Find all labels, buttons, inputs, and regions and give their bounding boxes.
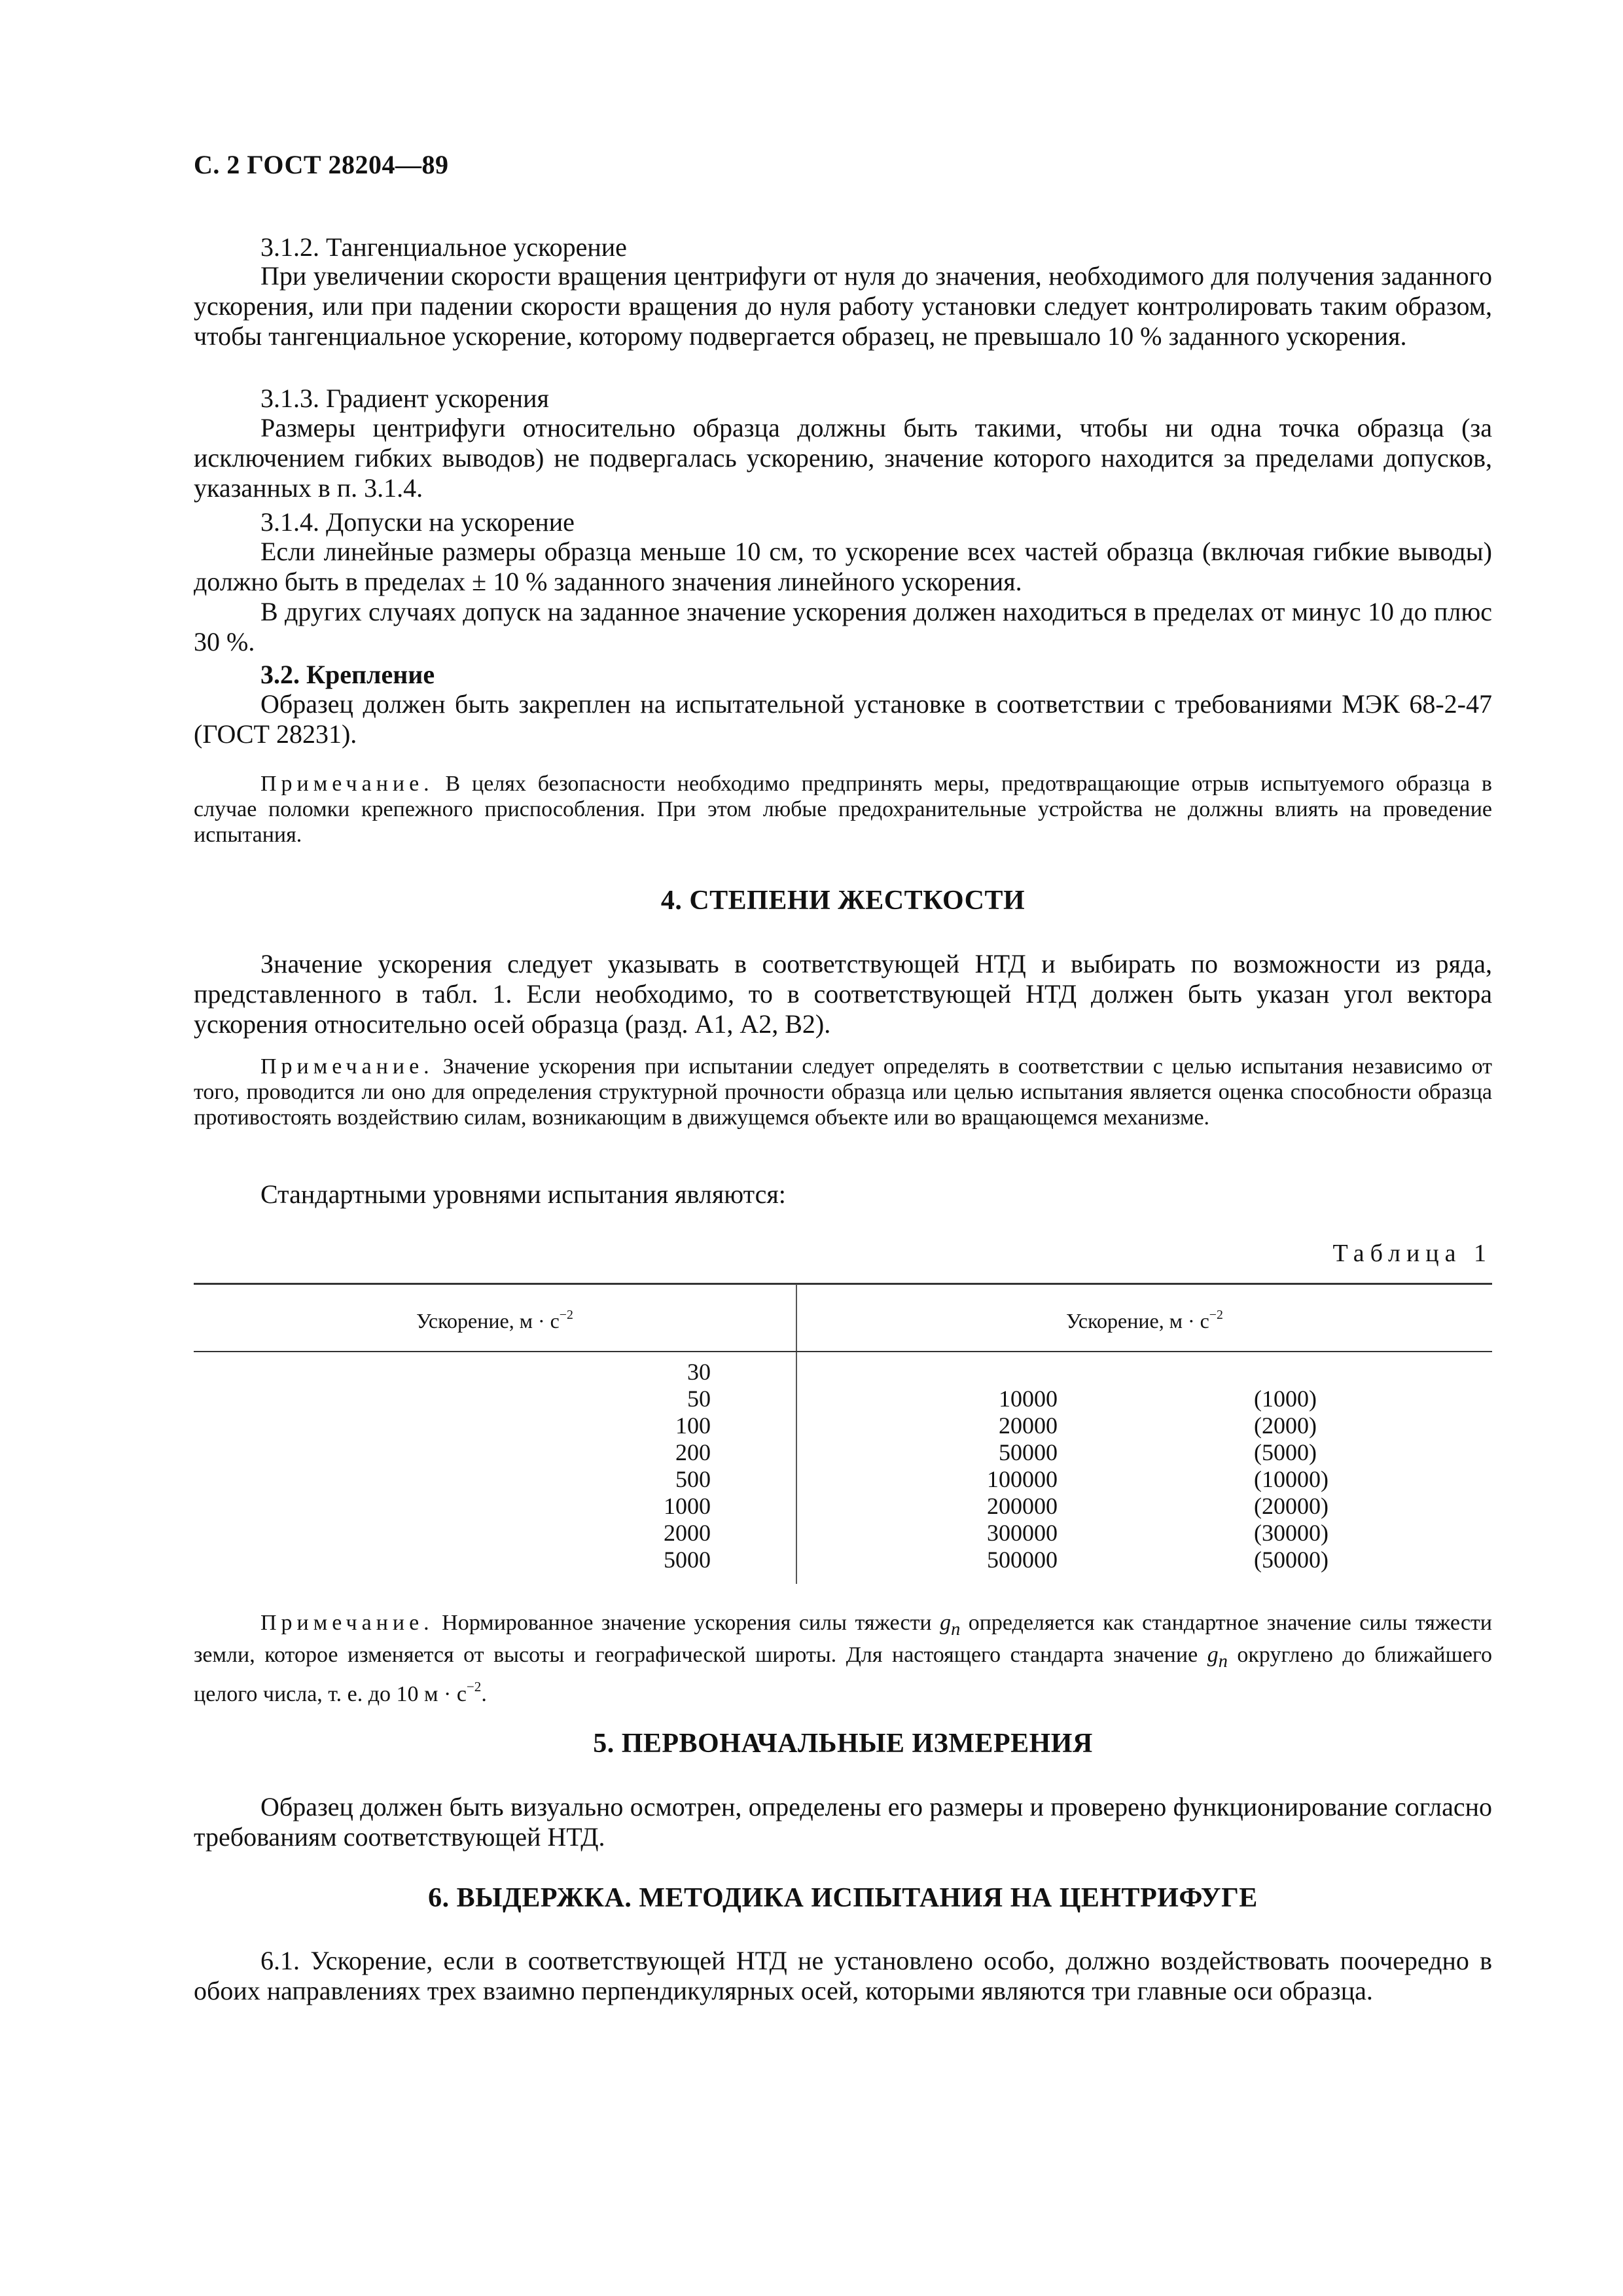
table-header-right: [797, 1308, 1492, 1333]
section-4-title: 4. СТЕПЕНИ ЖЕСТКОСТИ: [660, 886, 1026, 916]
paragraph: Значение ускорения следует указывать в соответствующей НТД и выбирать по возможности из ряда, представленного в табл. 1. Если необходимо, то в соответствующей НТД должен быть указан угол вектора ускорения относительно осей образца (разд. А1, А2, В2).: [194, 949, 1492, 1039]
paragraph: При увеличении скорости вращения центрифуги от нуля до значения, необходимого для получения заданного ускорения, или при падении скорости вращения до нуля работу установки следует контролировать таким образом, чтобы тангенциальное ускорение, которому подвергается образец, не превышало 10 % заданного ускорения.: [194, 261, 1492, 351]
table-cell-right-paren: (5000): [1254, 1439, 1317, 1465]
header-exponent: −2: [559, 1308, 573, 1322]
section-6-body: [194, 1946, 1492, 2006]
table-caption: Таблица 1: [1332, 1240, 1492, 1267]
clause-3-1-3-title: 3.1.3. Градиент ускорения: [260, 384, 549, 413]
section-6-title: 6. ВЫДЕРЖКА. МЕТОДИКА ИСПЫТАНИЯ НА ЦЕНТРИФУГЕ: [428, 1883, 1258, 1913]
note-acceleration: [194, 1054, 1492, 1130]
table-column-right-paren: [1254, 1386, 1476, 1573]
note-text: определяется как стандартное значение силы тяжести земли, которое изменяется от высоты и географической широты. Для настоящего стандарта значение: [194, 1611, 1492, 1667]
table-column-left: [560, 1359, 711, 1573]
table-header-rule: [194, 1351, 1492, 1352]
table-cell-right-value: 500000: [987, 1547, 1058, 1573]
clause-3-1-4-title: 3.1.4. Допуски на ускорение: [260, 507, 575, 537]
table-cell-right-value: 200000: [987, 1493, 1058, 1519]
paragraph: В других случаях допуск на заданное значение ускорения должен находиться в пределах от минус 10 до плюс 30 %.: [194, 597, 1492, 656]
table-cell-right-paren: (1000): [1254, 1386, 1317, 1412]
symbol-n: n: [1218, 1651, 1228, 1672]
clause-3-1-4-body: [194, 537, 1492, 657]
table-cell-right-value: 20000: [999, 1412, 1058, 1439]
note-paragraph: [194, 771, 1492, 848]
paragraph: 6.1. Ускорение, если в соответствующей НТД не установлено особо, должно воздействовать поочередно в обоих направлениях трех взаимно перпендикулярных осей, которыми являются три главные оси образца.: [194, 1946, 1492, 2005]
note-paragraph: [194, 1054, 1492, 1130]
table-cell-right-paren: (30000): [1254, 1520, 1329, 1546]
paragraph: Образец должен быть закреплен на испытательной установке в соответствии с требованиями МЭК 68-2-47 (ГОСТ 28231).: [194, 689, 1492, 749]
symbol-g: g: [940, 1611, 952, 1635]
header-text: Ускорение, м · с: [1066, 1308, 1209, 1333]
note-text: В целях безопасности необходимо предпринять меры, предотвращающие отрыв испытуемого образца в случае поломки крепежного приспособления. При этом любые предохранительные устройства не должны влиять на проведение испытания.: [194, 772, 1492, 847]
note-text: Нормированное значение ускорения силы тяжести: [433, 1611, 940, 1635]
symbol-n: n: [951, 1619, 961, 1640]
table-cell-right-value: 100000: [987, 1466, 1058, 1492]
table-cell-right-value: 300000: [987, 1520, 1058, 1546]
table-cell-right-paren: (50000): [1254, 1547, 1329, 1573]
note-text: Значение ускорения при испытании следует определять в соответствии с целью испытания независимо от того, проводится ли оно для определения структурной прочности образца или целью испытания является оценка способности образца противостоять воздействию силам, возникающим в движущемся объекте или во вращающемся механизме.: [194, 1054, 1492, 1130]
note-gravity: [194, 1610, 1492, 1706]
paragraph: Образец должен быть визуально осмотрен, определены его размеры и проверено функционирование согласно требованиям соответствующей НТД.: [194, 1792, 1492, 1852]
table-header-left: [194, 1308, 796, 1333]
table-top-rule: [194, 1283, 1492, 1285]
table-cell-left: 100: [675, 1412, 711, 1439]
header-text: Ускорение, м · с: [416, 1308, 560, 1333]
table-cell-left: 1000: [664, 1493, 711, 1519]
clause-3-2-title: 3.2. Крепление: [260, 660, 435, 689]
table-cell-right-paren: (2000): [1254, 1412, 1317, 1439]
table-1: [194, 1283, 1492, 1584]
header-exponent: −2: [1209, 1308, 1223, 1322]
table-cell-left: 500: [675, 1466, 711, 1492]
paragraph: Размеры центрифуги относительно образца должны быть такими, чтобы ни одна точка образца (за исключением гибких выводов) не подвергалась ускорению, значение которого находится за пределами допусков, указанных в п. 3.1.4.: [194, 413, 1492, 503]
table-column-right-values: [927, 1386, 1058, 1573]
table-cell-left: 50: [687, 1386, 711, 1412]
section-5-title: 5. ПЕРВОНАЧАЛЬНЫЕ ИЗМЕРЕНИЯ: [593, 1729, 1093, 1759]
note-safety: [194, 771, 1492, 848]
table-cell-left: 200: [675, 1439, 711, 1465]
note-text: округлено до ближайшего целого числа, т. е. до 10 м · с: [194, 1642, 1493, 1706]
section-4-body: [194, 949, 1492, 1039]
table-cell-right-value: 10000: [999, 1386, 1058, 1412]
paragraph: Если линейные размеры образца меньше 10 см, то ускорение всех частей образца (включая гибкие выводы) должно быть в пределах ± 10 % заданного значения линейного ускорения.: [194, 537, 1492, 596]
page-header: С. 2 ГОСТ 28204—89: [194, 150, 449, 179]
table-cell-left: 2000: [664, 1520, 711, 1546]
clause-3-1-3-body: [194, 413, 1492, 503]
levels-intro: Стандартными уровнями испытания являются:: [260, 1179, 786, 1209]
note-text: .: [481, 1681, 487, 1706]
exponent: −2: [466, 1678, 482, 1695]
table-cell-right-paren: (10000): [1254, 1466, 1329, 1492]
note-label: Примечание.: [260, 772, 434, 796]
symbol-g: g: [1207, 1642, 1219, 1667]
note-label: Примечание.: [260, 1054, 434, 1079]
table-cell-right-value: 50000: [999, 1439, 1058, 1465]
section-5-body: [194, 1792, 1492, 1852]
table-cell-left: 5000: [664, 1547, 711, 1573]
clause-3-1-2-title: 3.1.2. Тангенциальное ускорение: [260, 232, 627, 262]
table-cell-right-paren: (20000): [1254, 1493, 1329, 1519]
note-paragraph: [194, 1610, 1492, 1706]
clause-3-1-2-body: [194, 261, 1492, 351]
clause-3-2-body: [194, 689, 1492, 749]
note-label: Примечание.: [260, 1611, 434, 1635]
table-cell-left: 30: [687, 1359, 711, 1385]
